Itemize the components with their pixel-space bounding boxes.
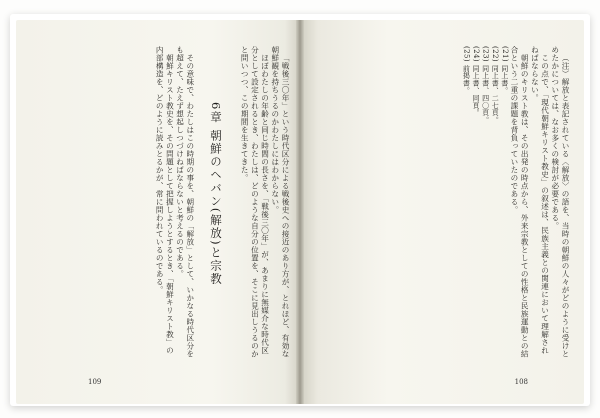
left-page-body [24,46,290,360]
open-book [10,14,590,406]
note-item: (25) 前掲書。 [462,46,471,95]
paragraph: ほぼわたしの年齢と同じ時間の長さを、「戦後三〇年」が、あまりに無媒介な時代区分として設定されるとき、わたしは、どのような自分の位置を、そこに見出しうるのかと問いつつ、この期間を生きてきた。 [240,46,270,358]
chapter-heading: 6章 朝鮮のヘバン(解放)と宗教 [208,102,223,286]
note-item: (24) 同上書、同頁。 [472,46,480,117]
paragraph: （注）解放と表記されている〈解放〉の語を、当時の朝鮮の人々がどのように受けとめたかについては、なお多くの検討が必要である。 [550,46,570,358]
page-number: 108 [514,378,528,386]
book-gutter [296,20,304,404]
paragraph: 「戦後三〇年」という時代区分による戦後史への接近のあり方が、とれほど、有効な朝鮮観を持ちうるのかわたしにはわからない。 [270,46,290,358]
page-number: 109 [88,378,102,386]
note-item: (21) 同上書。 [500,46,509,95]
notes-list [461,46,509,360]
paragraph: 朝鮮キリスト教史を、その問題として把握しようとするとき、「朝鮮キリスト教」の内部構造を、どのように読みとるかが、常に問われているのである。 [155,46,175,354]
note-item: (22) 同上書、二七頁。 [491,46,500,124]
note-item: (23) 同上書、四〇頁。 [481,46,490,124]
right-page [304,20,584,404]
paragraph: その意味で、わたしはこの時期の事を、朝鮮の「解放」として、いかなる時代区分をも超えて、たえず想起しつづけねばならないと考えるのである。 [175,46,195,358]
paragraph: この点で、「現代朝鮮キリスト教史」の叙述は、民族主義との関連において理解されねばならない。 [530,46,550,354]
right-page-body [314,46,570,360]
paragraph: 朝鮮のキリスト教は、その出発の時点から、外来宗教としての性格と民族運動との結合という二重の課題を背負っていたのである。 [509,46,530,358]
left-page [16,20,296,404]
